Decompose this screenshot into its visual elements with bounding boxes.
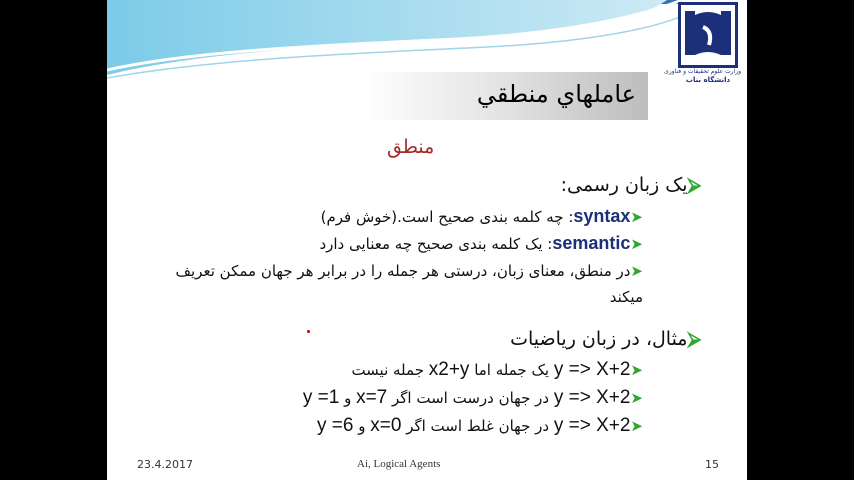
bullet-line-formal-language xyxy=(561,174,701,196)
sub-bullet-logic-meaning-cont xyxy=(610,288,643,306)
green-chevron-icon: ➤ xyxy=(630,361,643,379)
sub-bullet-syntax xyxy=(321,206,643,227)
expression-3: y =6 xyxy=(317,415,354,436)
expression-2: x=7 xyxy=(356,387,388,408)
green-chevron-icon: ➤ xyxy=(630,208,643,226)
line-text: مثال، در زبان ریاضیات xyxy=(510,328,688,350)
line-text: در جهان درست است اگر xyxy=(387,389,554,407)
university-logo xyxy=(664,2,741,94)
line-text-2: جمله نیست xyxy=(351,361,429,379)
line-text: یک زبان رسمی: xyxy=(560,174,688,196)
line-text: در جهان غلط است اگر xyxy=(401,417,554,435)
green-chevron-icon: ➤ xyxy=(630,389,643,407)
slide-title: عاملهاي منطقي xyxy=(476,80,636,108)
expression: y => X+2 xyxy=(553,387,631,408)
sub-bullet-example-2 xyxy=(303,387,643,409)
expression-2: x2+y xyxy=(428,359,470,380)
line-text: یک جمله اما xyxy=(469,361,554,379)
sub-bullet-semantic xyxy=(319,233,643,254)
line-text: : یک کلمه بندی صحیح چه معنایی دارد xyxy=(319,235,553,253)
sub-bullet-logic-meaning xyxy=(176,262,643,280)
footer-date: 23.4.2017 xyxy=(137,458,193,471)
green-chevron-icon: ➤ xyxy=(630,235,643,253)
bullet-line-math-example xyxy=(510,328,701,350)
slide-subtitle: منطق xyxy=(387,136,435,158)
green-chevron-icon: ➤ xyxy=(630,417,643,435)
green-arrow-icon: ⮚ xyxy=(687,174,701,196)
slide xyxy=(107,0,747,480)
line-text-2: و xyxy=(353,417,371,435)
keyword-semantic: semantic xyxy=(552,233,631,253)
sub-bullet-example-1 xyxy=(351,359,643,381)
logo-ministry-text: وزارت علوم تحقیقات و فناوری xyxy=(664,68,741,75)
keyword-syntax: syntax xyxy=(573,206,631,226)
line-text: در منطق، معنای زبان، درستی هر جمله را در برابر هر جهان ممکن تعریف xyxy=(175,262,631,280)
line-text: : چه کلمه بندی صحیح است.(خوش فرم) xyxy=(320,208,574,226)
line-text-continued: میکند xyxy=(609,288,643,306)
expression-2: x=0 xyxy=(370,415,402,436)
footer-title: Ai, Logical Agents xyxy=(357,458,441,470)
title-bar xyxy=(362,72,648,120)
sub-bullet-example-3 xyxy=(317,415,643,437)
expression: y => X+2 xyxy=(553,415,631,436)
red-dot-marker xyxy=(307,330,310,333)
logo-university-text: دانشگاه بناب xyxy=(685,76,731,84)
expression-3: y =1 xyxy=(302,387,340,408)
green-chevron-icon: ➤ xyxy=(630,262,643,280)
logo-emblem-icon xyxy=(678,2,738,68)
expression: y => X+2 xyxy=(553,359,631,380)
green-arrow-icon: ⮚ xyxy=(687,328,701,350)
line-text-2: و xyxy=(339,389,357,407)
footer-page-number: 15 xyxy=(705,458,719,471)
